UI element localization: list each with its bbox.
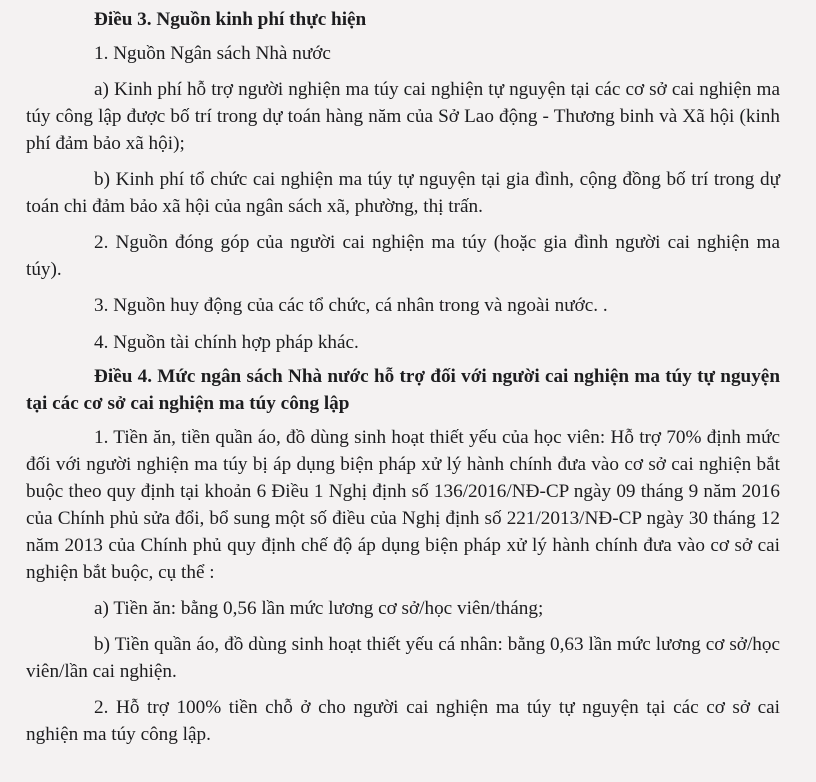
article-3-item-3: 3. Nguồn huy động của các tổ chức, cá nhân trong và ngoài nước. . <box>94 295 608 316</box>
article-3-item-1a: a) Kinh phí hỗ trợ người nghiện ma túy cai nghiện tự nguyện tại các cơ sở cai nghiện ma túy công lập được bố trí trong dự toán hàng năm của Sở Lao động - Thương binh và Xã hội (kinh phí đảm bảo xã hội); <box>26 79 780 154</box>
article-3-title: Điều 3. Nguồn kinh phí thực hiện <box>94 9 367 30</box>
article-3-item-2: 2. Nguồn đóng góp của người cai nghiện ma túy (hoặc gia đình người cai nghiện ma túy). <box>26 232 780 280</box>
article-3-item-1b: b) Kinh phí tổ chức cai nghiện ma túy tự nguyện tại gia đình, cộng đồng bố trí trong dự toán chi đảm bảo xã hội của ngân sách xã, phường, thị trấn. <box>26 169 780 217</box>
article-4-item-2: 2. Hỗ trợ 100% tiền chỗ ở cho người cai nghiện ma túy tự nguyện tại các cơ sở cai nghiện ma túy công lập. <box>26 697 780 745</box>
article-3-item-1: 1. Nguồn Ngân sách Nhà nước <box>94 43 331 64</box>
page-bottom-fade <box>0 772 816 782</box>
article-4-item-1: 1. Tiền ăn, tiền quần áo, đồ dùng sinh hoạt thiết yếu của học viên: Hỗ trợ 70% định mức đối với người nghiện ma túy bị áp dụng biện pháp xử lý hành chính đưa vào cơ sở cai nghiện bắt buộc theo quy định tại khoản 6 Điều 1 Nghị định số 136/2016/NĐ-CP ngày 09 tháng 9 năm 2016 của Chính phủ sửa đổi, bổ sung một số điều của Nghị định số 221/2013/NĐ-CP ngày 30 tháng 12 năm 2013 của Chính phủ quy định chế độ áp dụng biện pháp xử lý hành chính đưa vào cơ sở cai nghiện bắt buộc, cụ thể : <box>26 427 780 583</box>
article-4-title: Điều 4. Mức ngân sách Nhà nước hỗ trợ đối với người cai nghiện ma túy tự nguyện tại các cơ sở cai nghiện ma túy công lập <box>26 366 780 414</box>
article-4-item-1a: a) Tiền ăn: bằng 0,56 lần mức lương cơ sở/học viên/tháng; <box>94 598 544 619</box>
article-3-item-4: 4. Nguồn tài chính hợp pháp khác. <box>94 332 359 353</box>
article-4-item-1b: b) Tiền quần áo, đồ dùng sinh hoạt thiết yếu cá nhân: bằng 0,63 lần mức lương cơ sở/học viên/lần cai nghiện. <box>26 634 780 682</box>
